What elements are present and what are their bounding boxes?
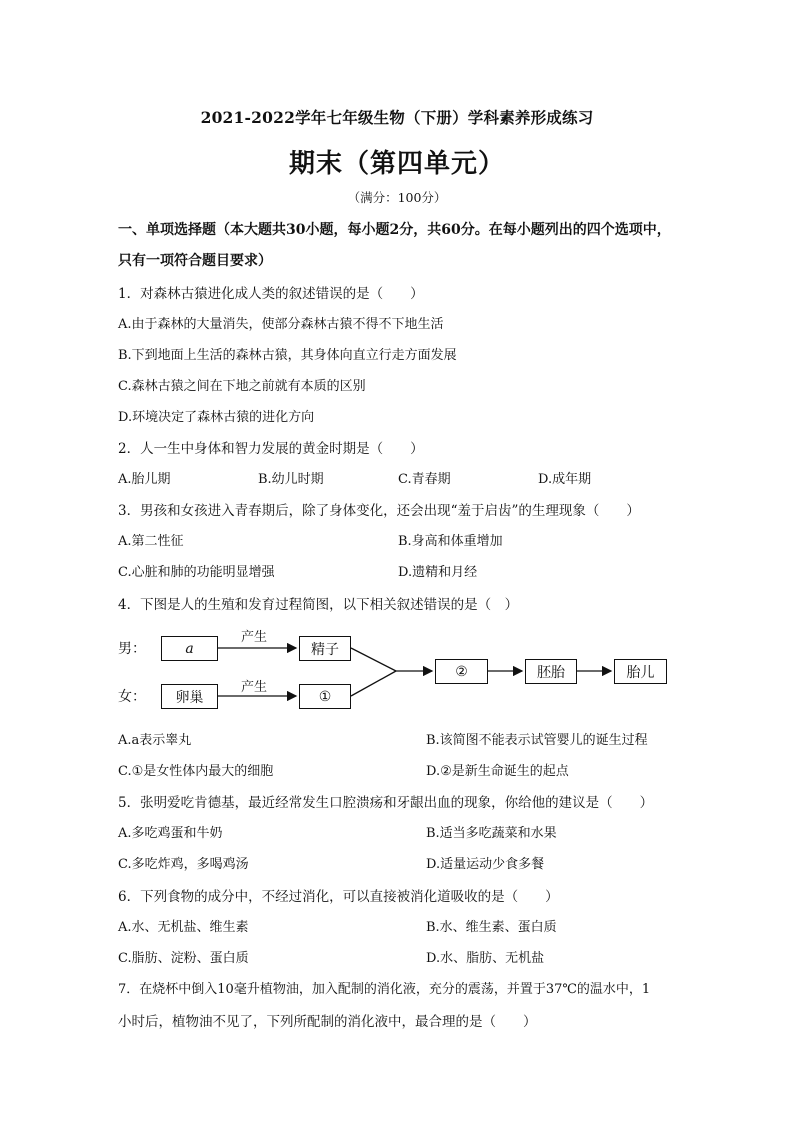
arrow-label-produce-top: 产生 (241, 630, 268, 645)
box-embryo: 胚胎 (525, 659, 577, 684)
question-5-option-a: A.多吃鸡蛋和牛奶 (118, 826, 223, 841)
section-heading-line2: 只有一项符合题目要求） (118, 253, 272, 269)
question-2-option-b: B.幼儿时期 (258, 472, 324, 487)
question-5-option-c: C.多吃炸鸡，多喝鸡汤 (118, 857, 249, 872)
question-2-option-c: C.青春期 (398, 472, 451, 487)
question-3-option-d: D.遗精和月经 (398, 565, 478, 580)
question-6-stem: 6．下列食物的成分中，不经过消化，可以直接被消化道吸收的是（ ） (118, 889, 559, 905)
question-2-option-a: A.胎儿期 (118, 472, 171, 487)
box-sperm: 精子 (299, 636, 351, 661)
question-6-option-a: A.水、无机盐、维生素 (118, 920, 249, 935)
question-4-option-d: D.②是新生命诞生的起点 (426, 764, 569, 779)
question-3-option-a: A.第二性征 (118, 534, 184, 549)
question-5-stem: 5．张明爱吃肯德基，最近经常发生口腔溃疡和牙龈出血的现象，你给他的建议是（ ） (118, 795, 654, 811)
question-7-stem-line1: 7．在烧杯中倒入10毫升植物油，加入配制的消化液，充分的震荡，并置于37℃的温水中，1 (118, 982, 651, 997)
question-5-option-d: D.适量运动少食多餐 (426, 857, 545, 872)
question-7-stem-line2: 小时后，植物油不见了，下列所配制的消化液中，最合理的是（ ） (118, 1014, 537, 1030)
box-ovary: 卵巢 (161, 684, 218, 709)
box-1-egg: ① (299, 684, 351, 709)
question-6-option-d: D.水、脂肪、无机盐 (426, 951, 545, 966)
question-1-option-a: A.由于森林的大量消失，使部分森林古猿不得不下地生活 (118, 317, 444, 332)
exam-subtitle: 期末（第四单元） (288, 149, 505, 179)
question-4-option-c: C.①是女性体内最大的细胞 (118, 764, 274, 779)
question-1-option-d: D.环境决定了森林古猿的进化方向 (118, 410, 315, 425)
section-heading-line1: 一、单项选择题（本大题共30小题，每小题2分，共60分。在每小题列出的四个选项中， (118, 222, 671, 238)
question-4-stem: 4．下图是人的生殖和发育过程简图，以下相关叙述错误的是（ ） (118, 597, 519, 613)
question-2-stem: 2．人一生中身体和智力发展的黄金时期是（ ） (118, 441, 424, 457)
question-6-option-b: B.水、维生素、蛋白质 (426, 920, 557, 935)
question-3-option-b: B.身高和体重增加 (398, 534, 503, 549)
question-5-option-b: B.适当多吃蔬菜和水果 (426, 826, 557, 841)
reproduction-diagram (118, 626, 678, 726)
question-2-option-d: D.成年期 (538, 472, 592, 487)
arrow-label-produce-bottom: 产生 (241, 680, 268, 695)
question-3-stem: 3．男孩和女孩进入青春期后，除了身体变化，还会出现“羞于启齿”的生理现象（ ） (118, 503, 640, 519)
exam-title: 2021-2022学年七年级生物（下册）学科素养形成练习 (200, 108, 594, 127)
question-1-stem: 1．对森林古猿进化成人类的叙述错误的是（ ） (118, 286, 424, 302)
question-1-option-b: B.下到地面上生活的森林古猿，其身体向直立行走方面发展 (118, 348, 457, 363)
male-label: 男： (118, 641, 146, 657)
box-fetus: 胎儿 (614, 659, 667, 684)
full-score-note: （满分：100分） (347, 190, 447, 205)
female-label: 女： (118, 689, 146, 705)
box-2-zygote: ② (435, 659, 488, 684)
question-1-option-c: C.森林古猿之间在下地之前就有本质的区别 (118, 379, 366, 394)
question-6-option-c: C.脂肪、淀粉、蛋白质 (118, 951, 249, 966)
question-4-option-a: A.a表示睾丸 (118, 733, 192, 748)
question-3-option-c: C.心脏和肺的功能明显增强 (118, 565, 275, 580)
box-a: a (161, 636, 218, 661)
question-4-option-b: B.该简图不能表示试管婴儿的诞生过程 (426, 733, 648, 748)
